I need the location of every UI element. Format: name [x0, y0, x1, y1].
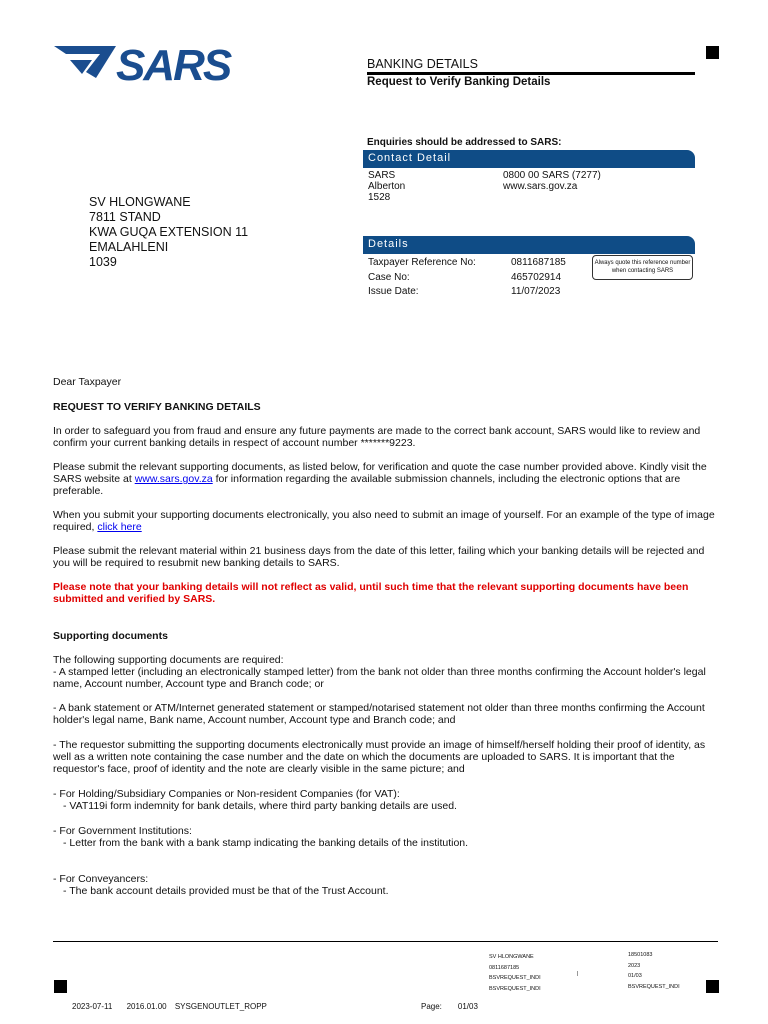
- contact-address: SARS Alberton 1528: [368, 170, 406, 203]
- title-rule: [367, 72, 695, 75]
- details-labels: Taxpayer Reference No: Case No: Issue Date:: [368, 257, 476, 297]
- reference-note: Always quote this reference number when contacting SARS: [592, 255, 693, 280]
- footer-codes-separator: |: [577, 971, 579, 977]
- paragraph-2: Please submit the relevant supporting documents, as listed below, for verification and quote the case number provided above. Kindly visit the SARS website at www.sars.gov.za for information regarding the available submission channels, including the electronic options that are preferable.: [53, 461, 707, 497]
- requirement-item: - A bank statement or ATM/Internet generated statement or stamped/notarised statement not older than three months confirming the Account holder's legal name, Bank name, Account number, Account type and Branch code; and: [53, 702, 705, 726]
- contact-detail-bar: Contact Detail: [363, 150, 695, 168]
- supporting-heading: Supporting documents: [53, 630, 168, 642]
- registration-mark: [706, 980, 719, 993]
- warning-text: Please note that your banking details will not reflect as valid, until such time that the relevant supporting documents have been submitted and verified by SARS.: [53, 581, 689, 605]
- requirements-intro: The following supporting documents are required:: [53, 654, 284, 666]
- registration-mark: [706, 46, 719, 59]
- click-here-link[interactable]: click here: [97, 521, 142, 533]
- sars-logo: [52, 40, 252, 86]
- requirement-item: - The requestor submitting the supporting documents electronically must provide an image of himself/herself holding their proof of identity, as well as a written note containing the case number and the date on which the documents are uploaded to SARS. It is important that the requestor's face, proof of identity and the note are clearly visible in the same picture; and: [53, 739, 706, 775]
- document-subtitle: Request to Verify Banking Details: [367, 76, 551, 88]
- page-indicator: Page: 01/03: [421, 1002, 478, 1011]
- footer-rule: [53, 941, 718, 942]
- footer-codes-right: 18501083 2023 01/03 BSVREQUEST_INDI: [628, 952, 680, 990]
- letter-body: [53, 376, 718, 897]
- sars-website-link[interactable]: www.sars.gov.za: [134, 473, 213, 485]
- paragraph-4: Please submit the relevant material within 21 business days from the date of this letter, failing which your banking details will be rejected and you will be required to resubmit new banking details to SARS.: [53, 545, 705, 569]
- footer-line: [72, 1002, 267, 1011]
- footer-version: 2016.01.00: [126, 1002, 167, 1011]
- greeting: Dear Taxpayer: [53, 376, 122, 388]
- contact-phone-web: 0800 00 SARS (7277) www.sars.gov.za: [503, 170, 601, 192]
- recipient-address: SV HLONGWANE 7811 STAND KWA GUQA EXTENSION 11 EMALAHLENI 1039: [89, 195, 249, 269]
- government-item: - Letter from the bank with a bank stamp indicating the banking details of the institution.: [63, 837, 469, 849]
- enquiries-label: Enquiries should be addressed to SARS:: [367, 137, 562, 148]
- conveyancers-item: - The bank account details provided must be that of the Trust Account.: [63, 885, 389, 897]
- details-values: 0811687185 465702914 11/07/2023: [511, 257, 566, 297]
- requirement-item: - A stamped letter (including an electronically stamped letter) from the bank not older than three months confirming the Account holder's legal name, Account number, Account type and Branch code; or: [53, 666, 706, 690]
- holding-heading: - For Holding/Subsidiary Companies or Non-resident Companies (for VAT):: [53, 788, 400, 800]
- footer-system: SYSGENOUTLET_ROPP: [174, 1002, 267, 1011]
- footer-codes-left: SV HLONGWANE 0811687185 BSVREQUEST_INDI BSVREQUEST_INDI: [489, 954, 541, 992]
- holding-item: - VAT119i form indemnity for bank details, where third party banking details are used.: [63, 800, 457, 812]
- conveyancers-heading: - For Conveyancers:: [53, 873, 149, 885]
- paragraph-1: In order to safeguard you from fraud and ensure any future payments are made to the correct bank account, SARS would like to review and confirm your current banking details in respect of account number *******9223.: [53, 425, 701, 449]
- letter-heading: REQUEST TO VERIFY BANKING DETAILS: [53, 401, 261, 413]
- registration-mark: [54, 980, 67, 993]
- paragraph-3: When you submit your supporting documents electronically, you also need to submit an image of yourself. For an example of the type of image required, click here: [53, 509, 715, 533]
- footer-date: 2023-07-11: [72, 1002, 113, 1011]
- document-title: BANKING DETAILS: [367, 57, 478, 71]
- details-bar: Details: [363, 236, 695, 254]
- svg-text:SARS: SARS: [116, 41, 231, 86]
- government-heading: - For Government Institutions:: [53, 825, 192, 837]
